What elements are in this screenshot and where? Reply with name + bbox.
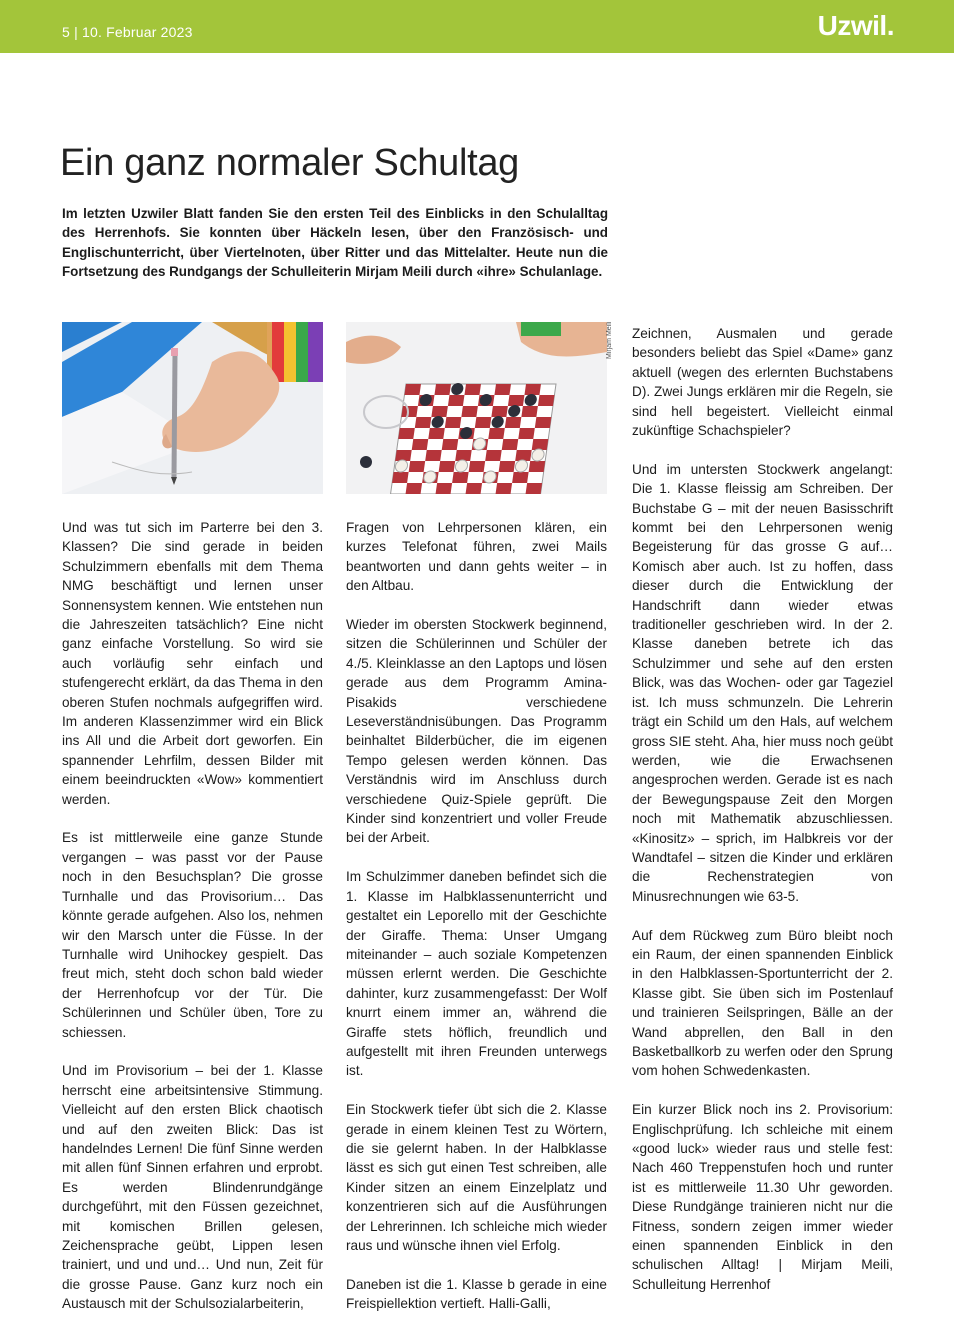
paragraph: Im Schulzimmer daneben befindet sich die 1. Klasse im Halbklassenunterricht und gestaltet ein Leporello mit der Geschichte der Giraffe. Thema: Unser Umgang miteinander – auch soziale Kompetenzen müssen erlernt werden. Die Geschichte dahinter, kurz zusammengefasst: Der Wolf knurrt einem immer an, während die Giraffe stets höflich, freundlich und aufgestellt mit ihren Freunden unterwegs ist. [346,869,607,1079]
page-info: 5 | 10. Februar 2023 [62,24,193,40]
header-bar [0,0,954,53]
paragraph: Fragen von Lehrpersonen klären, ein kurzes Telefonat führen, zwei Mails beantworten und dann gehts weiter – in den Altbau. [346,520,607,594]
paragraph: Wieder im obersten Stockwerk beginnend, sitzen die Schülerinnen und Schüler der 4./5. Kleinklasse an den Laptops und lösen gerade aus dem Programm Amina-Pisakids verschiedene Leseverständnisübungen. Das Programm beinhaltet Bilderbücher, die im eigenen Tempo gelesen werden können. Das Verständnis wird im Anschluss durch verschiedene Quiz-Spiele geprüft. Die Kinder sind konzentriert und voller Freude bei der Arbeit. [346,617,607,846]
photo-checkers-game [346,322,607,494]
article-title: Ein ganz normaler Schultag [60,142,520,184]
text-column-1 [62,518,323,1333]
paragraph: Zeichnen, Ausmalen und gerade besonders beliebt das Spiel «Dame» ganz aktuell (wegen des erlernten Buchstabens D). Zwei Jungs erklären mir die Regeln, sie sind hell begeistert. Vielleicht einmal zukünftige Schachspieler? [632,326,893,439]
paragraph: Auf dem Rückweg zum Büro bleibt noch ein Raum, der einen spannenden Einblick in den Halbklassen-Sportunterricht der 2. Klasse gibt. Sie üben sich im Postenlauf und trainieren Seilspringen, Bälle an der Wand abprellen, den Ball in den Basketballkorb zu werfen oder den Sprung vom hohen Schwedenkasten. [632,927,893,1079]
paragraph: Und im untersten Stockwerk angelangt: Die 1. Klasse fleissig am Schreiben. Der Buchstabe G – mit der neuen Basisschrift kommt bei den Lehrpersonen wenig Begeisterung für das grosse G auf… Komisch aber auch. Ist zu hoffen, dass dieser durch die Entwicklung der Handschrift dann wieder etwas traditioneller geschrieben wird. In der 2. Klasse daneben betrete ich das Schulzimmer und sehe auf den ersten Blick, was das Wochen- oder gar Tageziel ist. Ich muss schmunzeln. Die Lehrerin trägt ein Schild um den Hals, auf welchem gross SIE steht. Aha, hier muss noch geübt werden, wie die Erwachsenen angesprochen werden. Gerade ist es nach der Bewegungspause Zeit den Morgen noch mit Mathematik abzuschliessen. «Kinositz» – sprich, im Halbkreis vor der Wandtafel – sitzen die Kinder und erklären die Rechenstrategien von Minusrechnungen wie 63-5. [632,461,893,904]
photo-foot-drawing [62,322,323,494]
paragraph: Und was tut sich im Parterre bei den 3. Klassen? Die sind gerade in beiden Schulzimmern ebenfalls mit dem Thema NMG beschäftigt und lernen unser Sonnensystem kennen. Wie entstehen nun die Jahreszeiten tatsächlich? Eine nicht ganz einfache Vorstellung. So wird sie auch vorläufig sehr einfach und stufengerecht erklärt, da das Thema in den oberen Stufen nochmals aufgegriffen wird. Im anderen Klassenzimmer wird ein Blick ins All und die Arbeit dort geworfen. Ein spannender Lehrfilm, dessen Bilder mit einem beeindruckten «Wow» kommentiert werden. [62,520,323,807]
paragraph: Ein kurzer Blick noch ins 2. Provisorium: Englischprüfung. Ich schleiche mit einem «good luck» wieder raus und stelle fest: Nach 460 Treppenstufen hoch und runter ist es mittlerweile 11.30 Uhr geworden. Diese Rundgänge trainieren nicht nur die Fitness, sondern zeigen immer wieder einen spannenden Einblick in den schulischen Alltag! | Mirjam Meili, Schulleitung Herrenhof [632,1102,893,1292]
paragraph: Daneben ist die 1. Klasse b gerade in eine Freispiellektion vertieft. Halli-Galli, [346,1276,607,1312]
paragraph: Es ist mittlerweile eine ganze Stunde vergangen – was passt vor der Pause noch in den Besuchsplan? Die grosse Turnhalle und das Provisorium… Das könnte gerade aufgehen. Also los, nehmen wir den Marsch unter die Füsse. In der Turnhalle wird Unihockey gespielt. Das freut mich, steht doch schon bald wieder der Herrenhofcup vor der Tür. Die Schülerinnen und Schüler üben, Tore zu schiessen. [62,830,323,1040]
text-column-3 [632,324,893,1314]
paragraph: Und im Provisorium – bei der 1. Klasse herrscht eine arbeitsintensive Stimmung. Vielleicht auf den ersten Blick chaotisch und auf den zweiten Blick: Das ist handelndes Lernen! Die fünf Sinne werden mit allen fünf Sinnen erfahren und erprobt. Es werden Blindenrundgänge durchgeführt, mit den Füssen gezeichnet, mit komischen Brillen gelesen, Zeichensprache geübt, Lippen lesen trainiert, und und und… Und nun, Zeit für die grosse Pause. Ganz kurz noch ein Austausch mit der Schulsozialarbeiterin, [62,1063,323,1312]
text-column-2 [346,518,607,1333]
article-lead: Im letzten Uzwiler Blatt fanden Sie den ersten Teil des Einblicks in den Schulalltag des Herrenhofs. Sie konnten über Häckeln lesen, über den Französisch- und Englischunterricht, über Viertelnoten, über Ritter und das Mittelalter. Heute nun die Fortsetzung des Rundgangs der Schulleiterin Mirjam Meili durch «ihre» Schulanlage. [62,206,608,280]
paragraph: Ein Stockwerk tiefer übt sich die 2. Klasse gerade in einem kleinen Test zu Wörtern, die sie gelernt haben. In der Halbklasse lässt es sich gut einen Test schreiben, alle Kinder sitzen an einem Einzelplatz und konzentrieren sich auf die Ausführungen der Lehrerinnen. Ich schleiche mich wieder raus und wünsche ihnen viel Erfolg. [346,1102,607,1253]
photo-credit: Mirjam Meili [606,322,613,360]
uzwil-logo: Uzwil. [817,10,894,41]
